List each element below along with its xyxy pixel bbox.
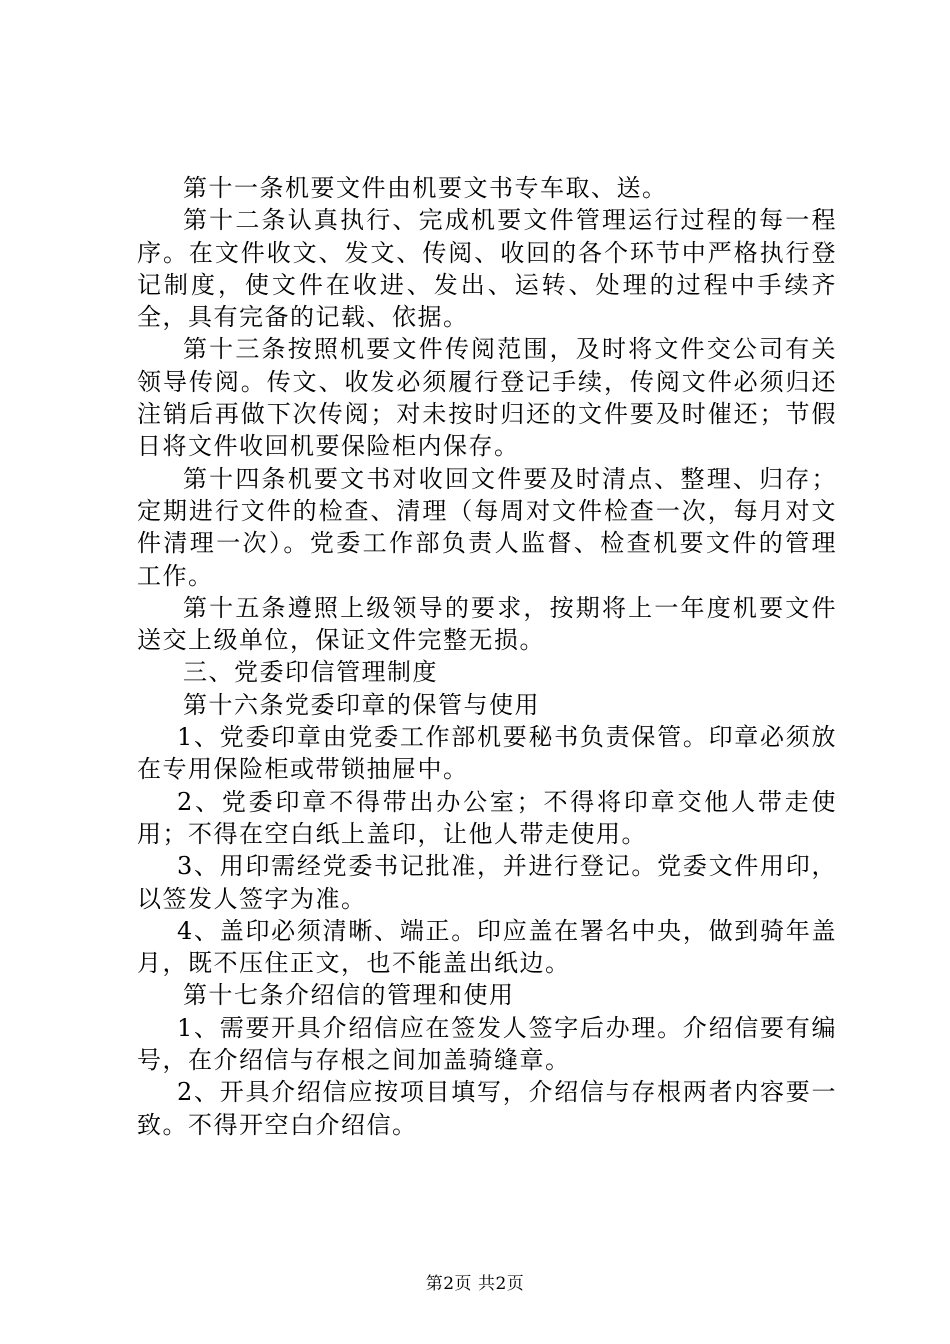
paragraph-article-16-item-1: 1、党委印章由党委工作部机要秘书负责保管。印章必须放在专用保险柜或带锁抽屉中。 (137, 723, 837, 784)
page-number-label: 第2页 共2页 (425, 1274, 525, 1294)
paragraph-article-11: 第十一条机要文件由机要文书专车取、送。 (183, 174, 668, 202)
paragraph-article-16-item-2: 2、党委印章不得带出办公室；不得将印章交他人带走使用；不得在空白纸上盖印，让他人带走使用。 (137, 787, 837, 848)
paragraph-article-17-item-2: 2、开具介绍信应按项目填写，介绍信与存根两者内容要一致。不得开空白介绍信。 (137, 1078, 837, 1139)
page-footer (0, 1273, 950, 1295)
document-body (137, 172, 837, 1141)
section-heading-3: 三、党委印信管理制度 (183, 658, 438, 687)
paragraph-article-17-item-1: 1、需要开具介绍信应在签发人签字后办理。介绍信要有编号，在介绍信与存根之间加盖骑缝章。 (137, 1013, 837, 1075)
paragraph-article-12: 第十二条认真执行、完成机要文件管理运行过程的每一程序。在文件收文、发文、传阅、收回的各个环节中严格执行登记制度，使文件在收进、发出、运转、处理的过程中手续齐全，具有完备的记载、依据。 (137, 206, 837, 332)
paragraph-article-16-item-3: 3、用印需经党委书记批准，并进行登记。党委文件用印，以签发人签字为准。 (137, 852, 837, 913)
paragraph-article-16-item-4: 4、盖印必须清晰、端正。印应盖在署名中央，做到骑年盖月，既不压住正文，也不能盖出纸边。 (137, 916, 837, 978)
paragraph-article-17: 第十七条介绍信的管理和使用 (183, 981, 515, 1010)
paragraph-article-13: 第十三条按照机要文件传阅范围，及时将文件交公司有关领导传阅。传文、收发必须履行登记手续，传阅文件必须归还注销后再做下次传阅；对未按时归还的文件要及时催还；节假日将文件收回机要保险柜内保存。 (137, 335, 837, 461)
paragraph-article-15: 第十五条遵照上级领导的要求，按期将上一年度机要文件送交上级单位，保证文件完整无损。 (137, 593, 837, 655)
paragraph-article-16: 第十六条党委印章的保管与使用 (183, 690, 540, 719)
paragraph-article-14: 第十四条机要文书对收回文件要及时清点、整理、归存；定期进行文件的检查、清理（每周对文件检查一次，每月对文件清理一次）。党委工作部负责人监督、检查机要文件的管理工作。 (137, 464, 837, 590)
